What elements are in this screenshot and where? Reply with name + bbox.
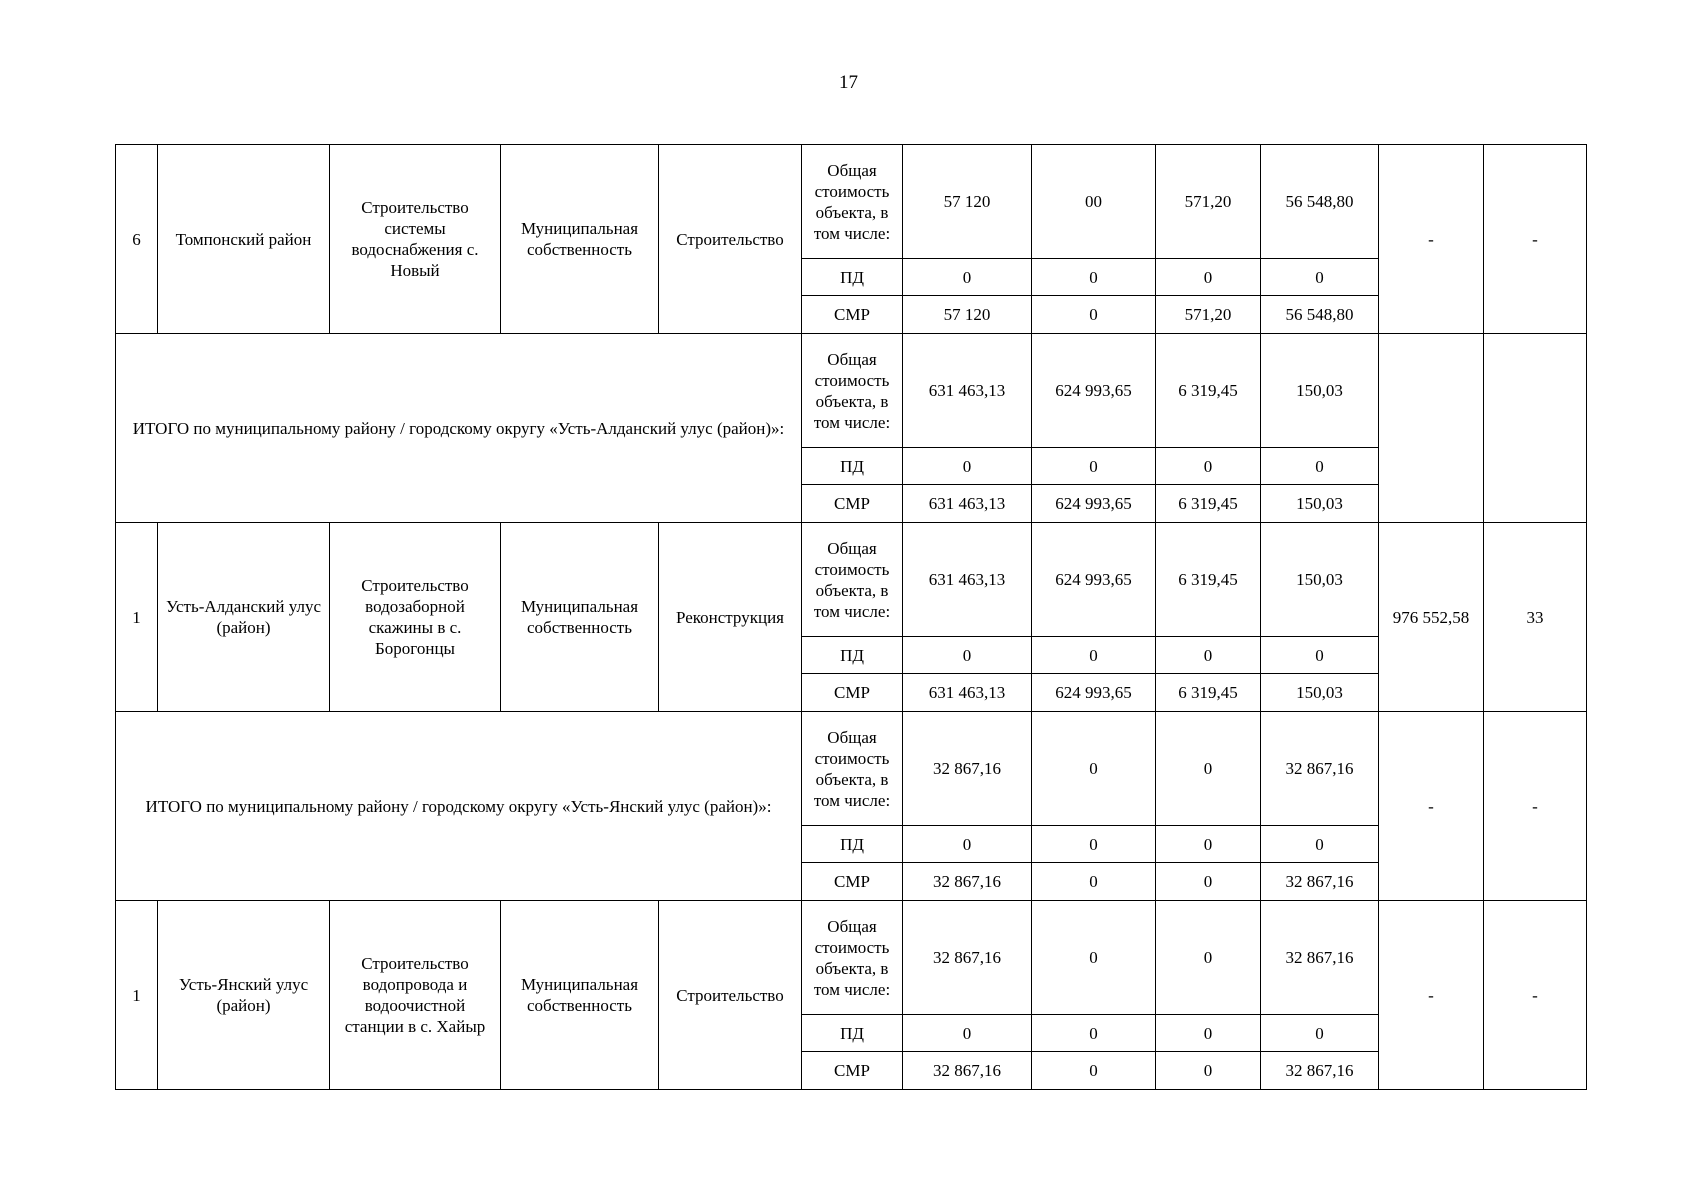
pd-value-cell: 0: [903, 448, 1032, 485]
cost-kind-pd-label: ПД: [802, 259, 903, 296]
pd-value-cell: 0: [1261, 1015, 1379, 1052]
cost-kind-smr-label: СМР: [802, 296, 903, 334]
municipality-cell: Томпонский район: [158, 145, 330, 334]
pd-value-cell: 0: [1032, 826, 1156, 863]
pd-value-cell: 0: [1032, 448, 1156, 485]
pd-value-cell: 0: [1261, 637, 1379, 674]
pd-value-cell: 0: [903, 826, 1032, 863]
object-name-cell: Строительство водозаборной скажины в с. Борогонцы: [330, 523, 501, 712]
cost-kind-smr-label: СМР: [802, 674, 903, 712]
object-name-cell: Строительство системы водоснабжения с. Новый: [330, 145, 501, 334]
cost-kind-total-label: Общая стоимость объекта, в том числе:: [802, 712, 903, 826]
extra-value-cell: -: [1379, 145, 1484, 334]
work-type-cell: Строительство: [659, 901, 802, 1090]
total-value-cell: 631 463,13: [903, 523, 1032, 637]
total-value-cell: 150,03: [1261, 523, 1379, 637]
table-row: [116, 712, 1587, 826]
cost-kind-smr-label: СМР: [802, 485, 903, 523]
total-value-cell: 6 319,45: [1156, 523, 1261, 637]
total-value-cell: 0: [1032, 712, 1156, 826]
pd-value-cell: 0: [1156, 1015, 1261, 1052]
total-value-cell: 32 867,16: [1261, 712, 1379, 826]
total-value-cell: 0: [1156, 901, 1261, 1015]
smr-value-cell: 150,03: [1261, 485, 1379, 523]
smr-value-cell: 0: [1032, 1052, 1156, 1090]
smr-value-cell: 624 993,65: [1032, 485, 1156, 523]
total-value-cell: 571,20: [1156, 145, 1261, 259]
subtotal-label: ИТОГО по муниципальному району / городскому округу «Усть-Алданский улус (район)»:: [116, 334, 802, 523]
extra-value-cell: 33: [1484, 523, 1587, 712]
pd-value-cell: 0: [1032, 637, 1156, 674]
smr-value-cell: 0: [1156, 863, 1261, 901]
total-value-cell: 624 993,65: [1032, 523, 1156, 637]
table-row: [116, 145, 1587, 259]
smr-value-cell: 0: [1032, 863, 1156, 901]
table-row: [116, 334, 1587, 448]
smr-value-cell: 56 548,80: [1261, 296, 1379, 334]
table-row: [116, 901, 1587, 1015]
extra-value-cell: 976 552,58: [1379, 523, 1484, 712]
extra-value-cell: -: [1379, 712, 1484, 901]
cost-kind-pd-label: ПД: [802, 826, 903, 863]
work-type-cell: Строительство: [659, 145, 802, 334]
pd-value-cell: 0: [1156, 637, 1261, 674]
smr-value-cell: 6 319,45: [1156, 485, 1261, 523]
pd-value-cell: 0: [903, 637, 1032, 674]
smr-value-cell: 32 867,16: [1261, 863, 1379, 901]
extra-value-cell: [1379, 334, 1484, 523]
row-number: 6: [116, 145, 158, 334]
pd-value-cell: 0: [1156, 826, 1261, 863]
cost-kind-total-label: Общая стоимость объекта, в том числе:: [802, 145, 903, 259]
pd-value-cell: 0: [1261, 826, 1379, 863]
extra-value-cell: -: [1379, 901, 1484, 1090]
smr-value-cell: 32 867,16: [1261, 1052, 1379, 1090]
ownership-cell: Муниципальная собственность: [501, 523, 659, 712]
total-value-cell: 56 548,80: [1261, 145, 1379, 259]
cost-kind-pd-label: ПД: [802, 1015, 903, 1052]
smr-value-cell: 32 867,16: [903, 863, 1032, 901]
total-value-cell: 631 463,13: [903, 334, 1032, 448]
pd-value-cell: 0: [1156, 259, 1261, 296]
smr-value-cell: 32 867,16: [903, 1052, 1032, 1090]
extra-value-cell: -: [1484, 145, 1587, 334]
cost-kind-total-label: Общая стоимость объекта, в том числе:: [802, 523, 903, 637]
municipality-cell: Усть-Янский улус (район): [158, 901, 330, 1090]
pd-value-cell: 0: [1261, 259, 1379, 296]
cost-kind-total-label: Общая стоимость объекта, в том числе:: [802, 901, 903, 1015]
total-value-cell: 32 867,16: [1261, 901, 1379, 1015]
cost-kind-smr-label: СМР: [802, 1052, 903, 1090]
investment-table: [115, 144, 1587, 1090]
smr-value-cell: 571,20: [1156, 296, 1261, 334]
row-number: 1: [116, 901, 158, 1090]
total-value-cell: 32 867,16: [903, 901, 1032, 1015]
smr-value-cell: 631 463,13: [903, 485, 1032, 523]
table-row: [116, 523, 1587, 637]
cost-kind-total-label: Общая стоимость объекта, в том числе:: [802, 334, 903, 448]
row-number: 1: [116, 523, 158, 712]
total-value-cell: 00: [1032, 145, 1156, 259]
municipality-cell: Усть-Алданский улус (район): [158, 523, 330, 712]
cost-kind-pd-label: ПД: [802, 637, 903, 674]
object-name-cell: Строительство водопровода и водоочистной станции в с. Хайыр: [330, 901, 501, 1090]
smr-value-cell: 0: [1032, 296, 1156, 334]
page-number: 17: [839, 72, 858, 93]
pd-value-cell: 0: [903, 259, 1032, 296]
total-value-cell: 0: [1032, 901, 1156, 1015]
ownership-cell: Муниципальная собственность: [501, 901, 659, 1090]
smr-value-cell: 0: [1156, 1052, 1261, 1090]
total-value-cell: 150,03: [1261, 334, 1379, 448]
smr-value-cell: 150,03: [1261, 674, 1379, 712]
pd-value-cell: 0: [1156, 448, 1261, 485]
pd-value-cell: 0: [1261, 448, 1379, 485]
ownership-cell: Муниципальная собственность: [501, 145, 659, 334]
work-type-cell: Реконструкция: [659, 523, 802, 712]
smr-value-cell: 57 120: [903, 296, 1032, 334]
total-value-cell: 32 867,16: [903, 712, 1032, 826]
cost-kind-smr-label: СМР: [802, 863, 903, 901]
total-value-cell: 57 120: [903, 145, 1032, 259]
pd-value-cell: 0: [1032, 259, 1156, 296]
extra-value-cell: -: [1484, 712, 1587, 901]
total-value-cell: 6 319,45: [1156, 334, 1261, 448]
smr-value-cell: 6 319,45: [1156, 674, 1261, 712]
subtotal-label: ИТОГО по муниципальному району / городскому округу «Усть-Янский улус (район)»:: [116, 712, 802, 901]
smr-value-cell: 624 993,65: [1032, 674, 1156, 712]
smr-value-cell: 631 463,13: [903, 674, 1032, 712]
extra-value-cell: -: [1484, 901, 1587, 1090]
extra-value-cell: [1484, 334, 1587, 523]
total-value-cell: 0: [1156, 712, 1261, 826]
pd-value-cell: 0: [1032, 1015, 1156, 1052]
pd-value-cell: 0: [903, 1015, 1032, 1052]
total-value-cell: 624 993,65: [1032, 334, 1156, 448]
cost-kind-pd-label: ПД: [802, 448, 903, 485]
